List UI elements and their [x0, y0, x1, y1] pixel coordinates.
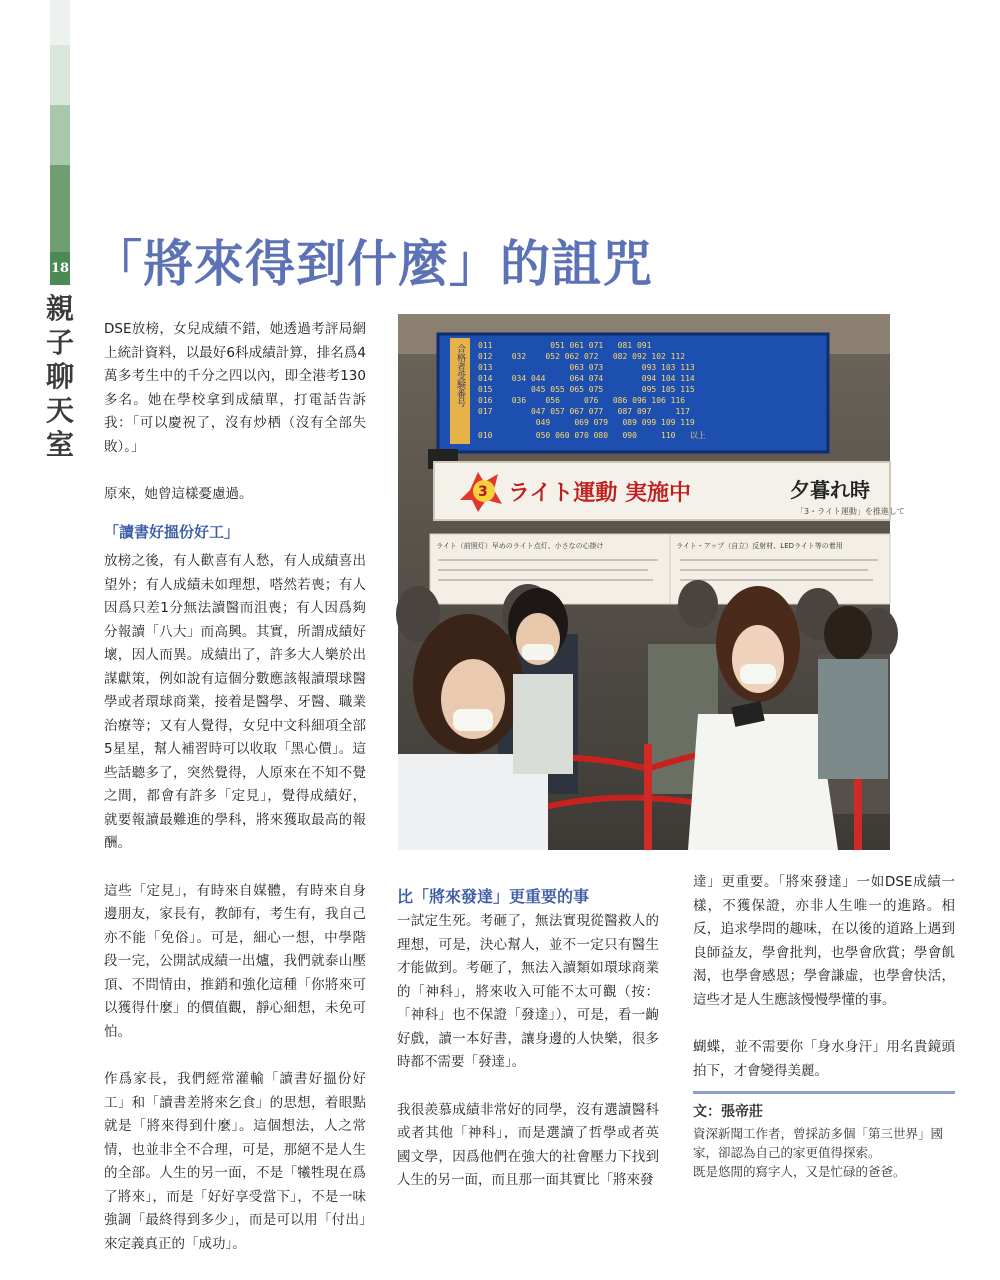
color-strip-3	[50, 105, 70, 165]
byline-divider	[693, 1091, 955, 1094]
svg-text:017 047 057 067 077 0: 017 047 057 067 077 087 097 117	[478, 407, 690, 416]
panel-right-title: ライト・アップ（自立）反射材、LEDライト等の着用	[676, 542, 843, 550]
color-strip-4	[50, 165, 70, 252]
paragraph: 我很羨慕成績非常好的同學，沒有選讀醫科或者其他「神科」，而是選讀了哲學或者英國文學，因爲他們在強大的社會壓力下找到人生的另一面，而且那一面其實比「將來發	[397, 1101, 659, 1188]
subheading-2: 比「將來發達」更重要的事	[397, 887, 590, 906]
color-strip-1	[50, 0, 70, 45]
sign-number: 3	[478, 484, 488, 500]
paragraph: 作爲家長，我們經常灌輸「讀書好搵份好工」和「讀書差將來乞食」的思想，着眼點就是「將來得到什麼」。這個想法，人之常情，也並非全不合理，可是，那絕不是人生的全部。人生的另一面，不是「犧牲現在爲了將來」，而是「好好享受當下」，不是一味強調「最終得到多少」，而是可以用「付出」來定義真正的「成功」。	[104, 1071, 366, 1252]
svg-text:010 050 060 070 080: 010 050 060 070 080 090 110 以上	[478, 431, 706, 440]
paragraph: 蝴蝶，並不需要你「身水身汗」用名貴鏡頭拍下，才會變得美麗。	[693, 1039, 955, 1079]
svg-text:016 036 056 076 08: 016 036 056 076 086 096 106 116	[478, 396, 686, 405]
section-title: 親 子 聊 天 室	[45, 292, 74, 461]
article-column-1	[104, 318, 366, 1280]
article-column-2	[397, 910, 659, 1217]
sign-right-text: 夕暮れ時	[790, 478, 870, 502]
svg-text:013 063 073: 013 063 073 093 103 113	[478, 363, 695, 372]
subheading: 「讀書好搵份好工」	[104, 522, 240, 541]
paragraph: DSE放榜，女兒成績不錯，她透過考評局網上統計資料，以最好6科成績計算，排名爲4萬多考生中的千分之四以內，即全港考130多名。她在學校拿到成績單，打電話告訴我：「可以慶祝了，沒有炒栖（沒有全部失敗）。」	[104, 321, 366, 455]
board-numbers	[478, 341, 706, 440]
author-bio: 資深新聞工作者，曾採訪多個「第三世界」國家，卻認為自己的家更值得探索。	[693, 1126, 944, 1160]
paragraph: 一試定生死。考砸了，無法實現從醫救人的理想，可是，決心幫人，並不一定只有醫生才能做到。考砸了，無法入讀類如環球商業的「神科」，將來收入可能不太可觀（按：「神科」也不保證「發達」），可是，看一齣好戲，讀一本好書，讓身邊的人快樂，很多時都不需要「發達」。	[397, 913, 659, 1070]
page-number: 18	[50, 252, 70, 285]
article-column-3	[693, 871, 955, 1107]
sign-right-sub: 「3・ライト運動」を推進して	[796, 507, 905, 516]
board-side-label: 合格者受験番号	[455, 344, 465, 407]
svg-text:014 034 044 064 074: 014 034 044 064 074 094 104 114	[478, 374, 695, 383]
panel-left-title: ライト（前照灯）早めのライト点灯、小さなの心掛け	[436, 542, 604, 550]
article-headline: 「將來得到什麼」的詛咒	[92, 234, 653, 293]
svg-text:011 051 061 071 0: 011 051 061 071 081 091	[478, 341, 652, 350]
paragraph: 放榜之後，有人歡喜有人愁，有人成績喜出望外；有人成績未如理想，嗒然若喪；有人因爲只差1分無法讀醫而沮喪；有人因爲夠分報讀「八大」而高興。其實，所謂成績好壞，因人而異。成績出了，許多大人樂於出謀獻策，例如說有這個分數應該報讀環球醫學或者環球商業，接着是醫學、牙醫、職業治療等；又有人覺得，女兒中文科細項全部5星星，幫人補習時可以收取「黑心價」。這些話聽多了，突然覺得，人原來在不知不覺之間，都會有許多「定見」，覺得成績好，就要報讀最難進的學科，將來獲取最高的報酬。	[104, 553, 366, 851]
byline	[693, 1103, 963, 1181]
svg-text:049 069 079 089 099 109: 049 069 079 089 099 109 119	[478, 418, 695, 427]
author-name: 文：張帝莊	[693, 1104, 763, 1120]
article-photo	[398, 314, 905, 850]
paragraph: 達」更重要。「將來發達」一如DSE成績一樣，不獲保證，亦非人生唯一的進路。相反，追求學問的趣味，在以後的道路上遇到良師益友，學會批判，也學會欣賞；學會飢渴，也學會感恩；學會謙虛，也學會快活，這些才是人生應該慢慢學懂的事。	[693, 874, 955, 1008]
svg-text:012 032 052 062 072 08: 012 032 052 062 072 082 092 102 112	[478, 352, 686, 361]
author-bio-2: 既是悠閒的寫字人，又是忙碌的爸爸。	[693, 1164, 906, 1179]
color-strip-2	[50, 45, 70, 105]
svg-text:015 045 055 065 075: 015 045 055 065 075 095 105 115	[478, 385, 695, 394]
paragraph: 這些「定見」，有時來自媒體，有時來自身邊朋友，家長有，教師有，考生有，我自己亦不能「免俗」。可是，細心一想，中學階段一完，公開試成績一出爐，我們就泰山壓頂、不問情由，推銷和強化這種「你將來可以獲得什麼」的價值觀，靜心細想，未免可怕。	[104, 882, 366, 1040]
sign-main-text: ライト運動 実施中	[508, 481, 691, 506]
exam-results-board-photo	[398, 314, 905, 850]
paragraph: 原來，她曾這樣憂慮過。	[104, 486, 253, 502]
